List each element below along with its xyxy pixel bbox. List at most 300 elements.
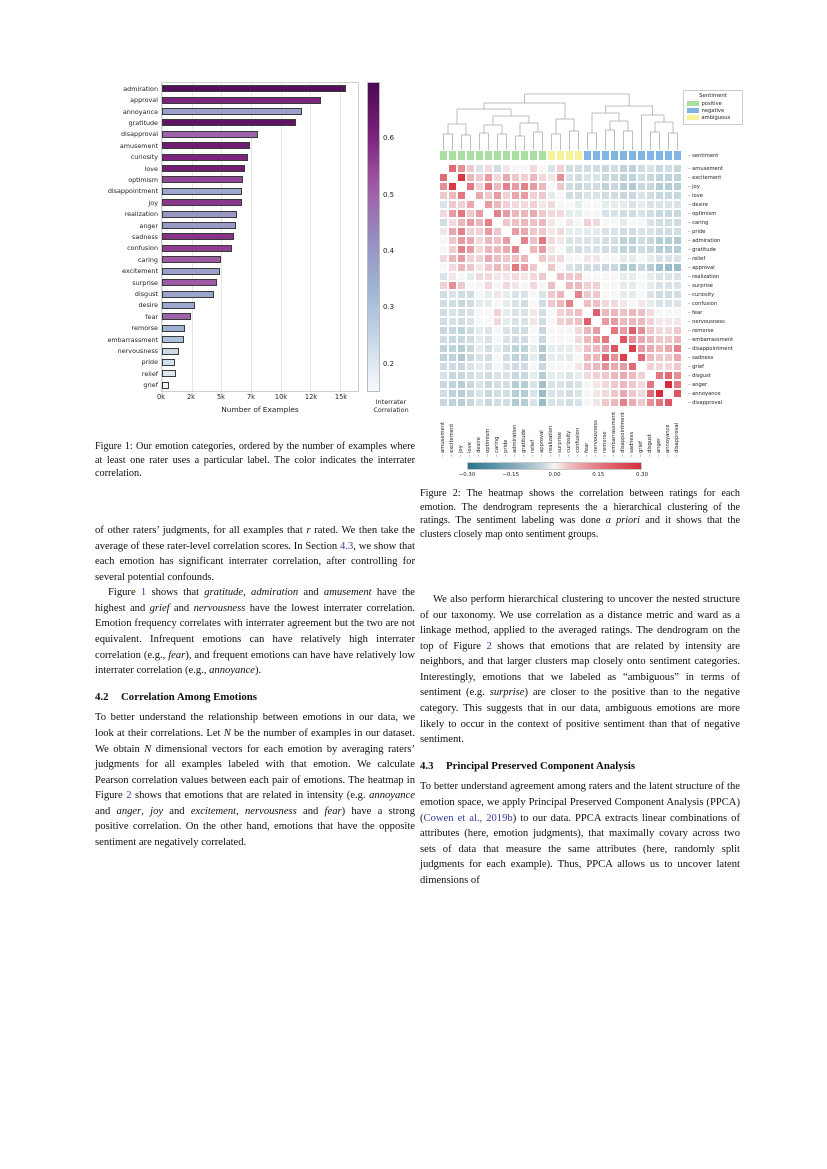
heatmap-cell (592, 398, 601, 407)
heatmap-cell (610, 290, 619, 299)
heatmap-cell (448, 344, 457, 353)
heatmap-cell (529, 326, 538, 335)
heatmap-cell (556, 326, 565, 335)
heatmap-cell (583, 389, 592, 398)
heatmap-cell (610, 236, 619, 245)
heatmap-cell (457, 326, 466, 335)
heatmap-cell (502, 254, 511, 263)
heatmap-cell (466, 380, 475, 389)
heatmap-cell (592, 362, 601, 371)
figure-link-2[interactable]: 2 (126, 790, 132, 802)
heatmap-cell (574, 308, 583, 317)
heatmap-cell (493, 326, 502, 335)
heatmap-cell (565, 371, 574, 380)
dendrogram-link (444, 134, 453, 150)
heatmap-cell (520, 344, 529, 353)
heatmap-cell (448, 398, 457, 407)
heatmap-cell (529, 362, 538, 371)
heatmap-cell (601, 191, 610, 200)
bar-row (107, 186, 358, 197)
heatmap-cell (493, 398, 502, 407)
heatmap-cell (574, 398, 583, 407)
heatmap-cell (502, 335, 511, 344)
heatmap-cell (565, 299, 574, 308)
bar-row (132, 231, 358, 242)
heatmap-cell (574, 236, 583, 245)
heatmap-cell (628, 326, 637, 335)
heatmap-cell (502, 218, 511, 227)
heatmap-cell (529, 344, 538, 353)
heatmap-cell (565, 317, 574, 326)
heatmap-cell (637, 353, 646, 362)
heatmap-cell (502, 317, 511, 326)
heatmap-cell (547, 317, 556, 326)
heatmap-cell (601, 299, 610, 308)
heatmap-column-label: – pride (503, 440, 509, 457)
heatmap-cell (646, 245, 655, 254)
heatmap-cell (592, 164, 601, 173)
bar-label: excitement (122, 267, 158, 276)
bar-row (134, 288, 358, 299)
heatmap-cell (637, 335, 646, 344)
heatmap-cell (547, 281, 556, 290)
heatmap-cell (610, 173, 619, 182)
heatmap-cell (457, 281, 466, 290)
heatmap-cell (574, 299, 583, 308)
heatmap-cell (646, 308, 655, 317)
heatmap-colorbar (467, 462, 642, 470)
paragraph-figure1-discussion (95, 585, 415, 678)
bar (162, 233, 234, 240)
sentiment-cell (484, 150, 493, 161)
heatmap-cell (484, 254, 493, 263)
heatmap-cell (556, 191, 565, 200)
bar-label: relief (141, 369, 158, 378)
heatmap-cell (457, 200, 466, 209)
heatmap-cell (619, 362, 628, 371)
x-tick-label: 10k (274, 393, 288, 401)
text-run: shows that emotions that are related by intensity are neighbors, and that larger clusters map closely onto sentiment categories. Interestingly, emotions that we labeled as “ambiguous” in terms of sentiment (e.g. (420, 640, 741, 699)
heatmap-cell (466, 173, 475, 182)
heatmap-cell (538, 371, 547, 380)
heatmap-cell (610, 353, 619, 362)
heatmap-cell (601, 398, 610, 407)
heatmap-cell (556, 272, 565, 281)
text-run: ), and frequent emotions can have have relatively low interrater correlation (e.g., (95, 649, 415, 677)
heatmap-cell (529, 182, 538, 191)
colorbar-tick-label: 0.6 (383, 134, 395, 143)
italic-surprise: surprise (489, 687, 525, 699)
heatmap-cell (547, 182, 556, 191)
heatmap-cell (664, 236, 673, 245)
bar (162, 119, 296, 126)
heatmap-cell (655, 182, 664, 191)
heatmap-cell (502, 353, 511, 362)
heatmap-cell (457, 335, 466, 344)
heatmap-row-labels (684, 150, 744, 407)
heatmap-cell (448, 389, 457, 398)
heatmap-cell (547, 344, 556, 353)
heatmap-cell (673, 299, 682, 308)
heatmap-cell (637, 371, 646, 380)
heatmap-cell (439, 398, 448, 407)
heatmap-cell (592, 191, 601, 200)
heatmap-cell (637, 344, 646, 353)
heatmap-cell (637, 317, 646, 326)
heatmap-cell (655, 380, 664, 389)
heatmap-cell (547, 227, 556, 236)
heatmap-cell (655, 236, 664, 245)
sentiment-cell (664, 150, 673, 161)
heatmap-cell (619, 299, 628, 308)
heatmap-cell (619, 380, 628, 389)
heatmap-cell (673, 326, 682, 335)
heatmap-cell (475, 227, 484, 236)
heatmap-row-label: – curiosity (688, 292, 714, 298)
heatmap-cell (457, 371, 466, 380)
heatmap-row-label: – caring (688, 220, 708, 226)
heatmap-cell (637, 200, 646, 209)
heatmap-cell (439, 344, 448, 353)
heatmap-cell (601, 173, 610, 182)
heatmap-cell (475, 371, 484, 380)
heatmap-cell (457, 308, 466, 317)
heatmap-cell (646, 362, 655, 371)
heatmap-cell (637, 263, 646, 272)
heatmap-cell (484, 182, 493, 191)
sentiment-cell (466, 150, 475, 161)
heatmap-cell (466, 200, 475, 209)
heatmap-cell (601, 245, 610, 254)
figure-link-1[interactable]: 1 (140, 587, 147, 599)
dendrogram-link (484, 125, 502, 134)
heatmap-cell (511, 254, 520, 263)
heatmap-cell (592, 227, 601, 236)
heatmap-cell (520, 209, 529, 218)
heading-title: Principal Preserved Component Analysis (446, 759, 636, 772)
heatmap-cell (538, 326, 547, 335)
sentiment-color-row (439, 150, 682, 161)
heatmap-cell (538, 182, 547, 191)
heatmap-cell (556, 353, 565, 362)
heatmap-cell (529, 317, 538, 326)
heatmap-cell (646, 290, 655, 299)
italic-annoyance: annoyance (209, 665, 256, 677)
dendrogram-link (642, 115, 665, 150)
heatmap-cell (538, 218, 547, 227)
heatmap-cell (547, 308, 556, 317)
italic-fear: fear (168, 649, 186, 661)
heatmap-colorbar-ticks (458, 472, 649, 482)
heatmap-cell (574, 272, 583, 281)
heatmap-column-label: – gratitude (521, 429, 527, 457)
heatmap-cell (457, 254, 466, 263)
heatmap-cell (628, 173, 637, 182)
heatmap-cell (628, 317, 637, 326)
heatmap-cell (619, 371, 628, 380)
heatmap-column-label: – disapproval (674, 423, 680, 457)
bar (162, 85, 346, 92)
bar-row (124, 208, 358, 219)
heatmap-cell (601, 209, 610, 218)
heatmap-cell (592, 236, 601, 245)
bar-row (123, 83, 358, 94)
heatmap-cell (655, 335, 664, 344)
colorbar-tick-label: 0.30 (635, 472, 649, 478)
heatmap-cell (556, 182, 565, 191)
heatmap-cell (529, 353, 538, 362)
heatmap-cell (583, 380, 592, 389)
heatmap-cell (583, 290, 592, 299)
heatmap-cell (520, 191, 529, 200)
heatmap-column-label: – anger (656, 438, 662, 457)
bar-row (117, 345, 358, 356)
heatmap-cell (475, 335, 484, 344)
bar-row (141, 368, 358, 379)
bar-chart-x-axis-label: Number of Examples (221, 405, 299, 414)
figure-link-2[interactable]: 2 (486, 640, 492, 652)
heatmap-cell (466, 389, 475, 398)
heatmap-cell (529, 290, 538, 299)
heatmap-cell (583, 182, 592, 191)
heatmap-cell (610, 200, 619, 209)
heatmap-cell (547, 299, 556, 308)
heatmap-cell (610, 191, 619, 200)
heatmap-cell (493, 227, 502, 236)
heatmap-cell (673, 191, 682, 200)
heatmap-cell (565, 281, 574, 290)
citation-link-cowen[interactable]: Cowen et al., 2019b (423, 812, 513, 824)
bar (162, 348, 179, 355)
italic-nervousness: nervousness (245, 805, 297, 817)
bar (162, 291, 214, 298)
heatmap-cell (511, 272, 520, 281)
heatmap-cell (592, 353, 601, 362)
legend-swatch-ambiguous (687, 115, 699, 120)
text-run: and (95, 805, 117, 817)
heatmap-cell (520, 200, 529, 209)
heatmap-cell (520, 398, 529, 407)
heatmap-cell (673, 272, 682, 281)
heatmap-cell (502, 173, 511, 182)
heatmap-cell (637, 164, 646, 173)
sentiment-cell (655, 150, 664, 161)
heatmap-cell (520, 290, 529, 299)
heatmap-cell (565, 335, 574, 344)
dendrogram-link (525, 94, 630, 106)
heatmap-cell (628, 272, 637, 281)
heatmap-cell (511, 398, 520, 407)
heatmap-row-label: – optimism (688, 211, 716, 217)
heatmap-cell (529, 299, 538, 308)
heatmap-column-label: – realization (548, 426, 554, 457)
heatmap-cell (475, 281, 484, 290)
heatmap-cell (565, 263, 574, 272)
heatmap-cell (538, 236, 547, 245)
heatmap-cell (493, 218, 502, 227)
heatmap-column-label: – annoyance (665, 424, 671, 457)
heatmap-cell (484, 281, 493, 290)
x-tick-label: 12k (304, 393, 318, 401)
heatmap-cell (646, 335, 655, 344)
text-run: Figure 2: The heatmap shows the correlation between ratings for each emotion. The dendrogram represents the a hierarchical clustering of the ratings. The sentiment labeling was done (420, 488, 740, 527)
bar-label: optimism (128, 175, 158, 184)
heatmap-cell (547, 173, 556, 182)
heatmap-cell (547, 209, 556, 218)
heatmap-cell (520, 371, 529, 380)
bar-chart-colorbar-ticks (383, 82, 417, 392)
heatmap-cell (484, 335, 493, 344)
bar-label: caring (138, 255, 158, 264)
heatmap-cell (601, 389, 610, 398)
heatmap-row-label: – amusement (688, 166, 723, 172)
heatmap-cell (439, 389, 448, 398)
heading-title: Correlation Among Emotions (121, 690, 257, 703)
heatmap-cell (637, 398, 646, 407)
text-run: and (163, 805, 191, 817)
bar (162, 188, 242, 195)
heatmap-cell (565, 209, 574, 218)
heatmap-cell (502, 245, 511, 254)
heatmap-cell (637, 299, 646, 308)
sentiment-cell (493, 150, 502, 161)
heatmap-cell (655, 299, 664, 308)
heatmap-cell (628, 164, 637, 173)
heatmap-cell (547, 335, 556, 344)
heatmap-cell (439, 209, 448, 218)
heatmap-cell (484, 398, 493, 407)
italic-joy: joy (150, 805, 164, 817)
dendrogram-link (606, 130, 615, 150)
x-tick-label: 2k (186, 393, 196, 401)
heatmap-cell (556, 371, 565, 380)
bar-chart-colorbar-title: Interrater Correlation (373, 398, 409, 414)
heatmap-cell (439, 371, 448, 380)
heatmap-cell (439, 353, 448, 362)
heatmap-cell (502, 380, 511, 389)
heatmap-cell (493, 353, 502, 362)
sentiment-cell (511, 150, 520, 161)
heatmap-column-label: – disappointment (620, 412, 626, 457)
heatmap-cell (466, 290, 475, 299)
bar-label: approval (130, 96, 158, 105)
heatmap-cell (538, 164, 547, 173)
heatmap-cell (628, 227, 637, 236)
heatmap-cell (511, 290, 520, 299)
heatmap-cell (574, 191, 583, 200)
heatmap-cell (628, 371, 637, 380)
heatmap-cell (565, 326, 574, 335)
heatmap-cell (574, 227, 583, 236)
heatmap-cell (529, 371, 538, 380)
heatmap-cell (556, 281, 565, 290)
heatmap-column-label: – curiosity (566, 431, 572, 457)
text-run: shows that (146, 587, 205, 599)
heatmap-cell (439, 164, 448, 173)
text-run: ) to our data. PPCA extracts linear combinations of attributes (here, emotion judgments), that maximally covary across two sets of data that measure the same attributes (here, randomly split judgments for each example). Thus, PPCA allows us to uncover latent dimensions of (420, 812, 740, 886)
heatmap-cell (610, 209, 619, 218)
heatmap-cell (619, 227, 628, 236)
heatmap-cell (583, 371, 592, 380)
bar (162, 222, 236, 229)
dendrogram-link (651, 132, 660, 150)
heatmap-cell (448, 326, 457, 335)
heatmap-cell (673, 389, 682, 398)
heatmap-cell (529, 200, 538, 209)
heatmap-cell (565, 182, 574, 191)
heatmap-row-label: – nervousness (688, 319, 725, 325)
heatmap-cell (475, 182, 484, 191)
heatmap-row-label: – disappointment (688, 346, 733, 352)
text-run: ) are closer to the positive than to the negative category. This suggests that in our data, ambiguous emotions are more likely to occur in the context of positive sentiment than that of negative sentiment. (420, 687, 740, 746)
heatmap-cell (664, 344, 673, 353)
heatmap-cell (664, 182, 673, 191)
heatmap-cell (493, 380, 502, 389)
heatmap-cell (637, 380, 646, 389)
heatmap-cell (565, 344, 574, 353)
heatmap-cell (457, 353, 466, 362)
bar-label: gratitude (128, 118, 158, 127)
heatmap-cell (538, 380, 547, 389)
legend-title: Sentiment (699, 93, 727, 99)
bar-row (148, 197, 358, 208)
heatmap-cell (547, 254, 556, 263)
heatmap-cell (475, 299, 484, 308)
heatmap-cell (601, 380, 610, 389)
section-link-4-3[interactable]: 4.3 (340, 540, 354, 552)
heatmap-cell (538, 263, 547, 272)
heatmap-cell (646, 398, 655, 407)
heatmap-cell (583, 200, 592, 209)
text-run: dimensional vectors for each emotion by averaging raters’ judgments for all examples labeled with that emotion. We calculate Pearson correlation values between each pair of emotions. The heatmap in Figure (95, 743, 415, 802)
heatmap-cell (502, 209, 511, 218)
heatmap-cell (646, 218, 655, 227)
heatmap-cell (592, 371, 601, 380)
bar-label: disapproval (120, 130, 158, 139)
sentiment-cell (439, 150, 448, 161)
heatmap-cell (529, 389, 538, 398)
heatmap-cell (565, 380, 574, 389)
heatmap-cell (637, 191, 646, 200)
heatmap-cell (547, 236, 556, 245)
figure-2 (425, 86, 745, 476)
text-run: ). (255, 665, 262, 677)
heatmap-cell (556, 308, 565, 317)
heatmap-cell (457, 299, 466, 308)
heatmap-cell (646, 371, 655, 380)
heatmap-cell (610, 362, 619, 371)
bar-row (119, 140, 358, 151)
heatmap-cell (511, 164, 520, 173)
heatmap-cell (538, 209, 547, 218)
heatmap-cell (583, 353, 592, 362)
italic-annoyance: annoyance (369, 790, 415, 802)
heatmap-cell (475, 389, 484, 398)
heatmap-cell (484, 227, 493, 236)
heatmap-cell (484, 272, 493, 281)
heatmap-cell (475, 326, 484, 335)
heatmap-cell (601, 326, 610, 335)
heatmap-cell (439, 254, 448, 263)
heatmap-cell (601, 317, 610, 326)
heatmap-cell (655, 200, 664, 209)
heatmap-cell (439, 272, 448, 281)
heatmap-cell (592, 200, 601, 209)
heatmap-cell (529, 398, 538, 407)
heatmap-row-label: – desire (688, 202, 708, 208)
heatmap-cell (520, 227, 529, 236)
heatmap-row-label: – admiration (688, 238, 720, 244)
